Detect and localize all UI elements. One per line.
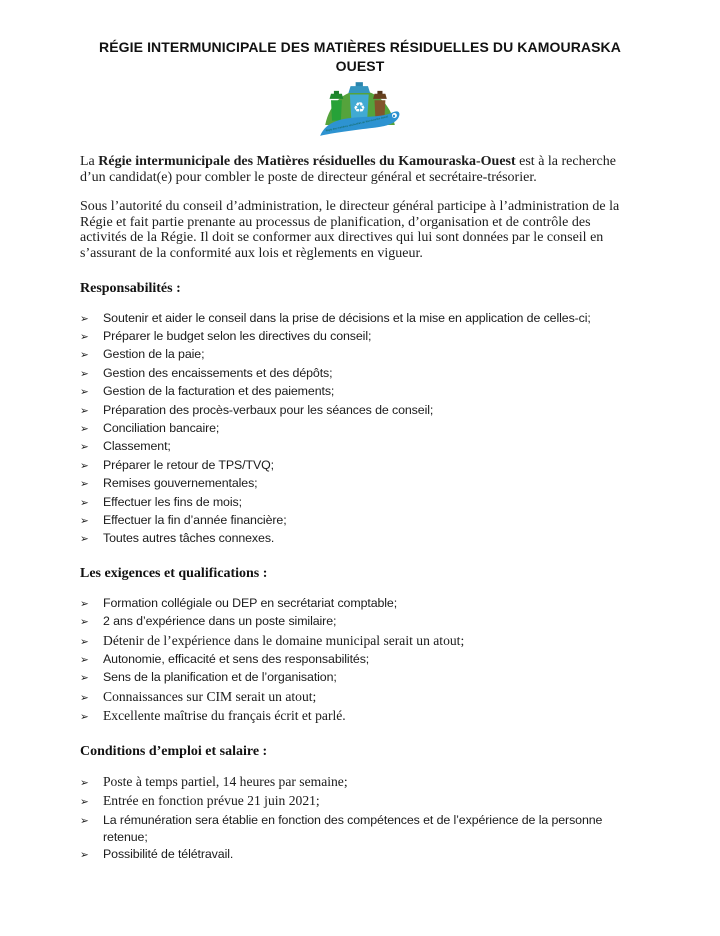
list-item-text: Conciliation bancaire;	[103, 421, 220, 435]
arrow-bullet-icon: ➢	[80, 796, 89, 809]
list-item-text: 2 ans d’expérience dans un poste similaire;	[103, 614, 337, 629]
intro-text-suffix: est à la recherche d’un candidat(e) pour combler le poste de directeur général et secrétaire-trésorier.	[80, 154, 616, 185]
arrow-bullet-icon: ➢	[80, 496, 89, 509]
intro-text-prefix: La	[80, 154, 99, 169]
arrow-bullet-icon: ➢	[80, 459, 89, 472]
list-item-text: Gestion de la paie;	[103, 347, 205, 362]
list-item	[80, 383, 640, 401]
list-item	[80, 512, 640, 530]
list-item	[80, 402, 640, 420]
organization-logo	[80, 80, 640, 138]
list-item	[80, 494, 640, 512]
list-item	[80, 613, 640, 631]
list-item	[80, 328, 640, 346]
list-item-text: Soutenir et aider le conseil dans la prise de décisions et la mise en application de celles-ci;	[103, 310, 591, 325]
list-item-text: Préparer le budget selon les directives du conseil;	[103, 328, 372, 343]
list-item	[80, 669, 640, 687]
list-item	[80, 707, 640, 726]
list-item	[80, 688, 640, 707]
bullet-list	[80, 310, 640, 549]
arrow-bullet-icon: ➢	[80, 635, 89, 648]
list-item-text: Poste à temps partiel, 14 heures par semaine;	[103, 773, 348, 789]
list-item-text: Effectuer la fin d’année financière;	[103, 513, 287, 528]
role-description-paragraph: Sous l’autorité du conseil d’administration, le directeur général participe à l’administration de la Régie et fait partie prenante au processus de planification, d’organisation et de contrôle des activités de la Régie. Il doit se conformer aux directives qui lui sont données par le conseil en s’assurant de la conformité aux lois et règlements en vigueur.	[80, 199, 620, 261]
arrow-bullet-icon: ➢	[80, 654, 89, 667]
arrow-bullet-icon: ➢	[80, 691, 89, 704]
list-item-text: Connaissances sur CIM serait un atout;	[103, 688, 317, 704]
arrow-bullet-icon: ➢	[80, 849, 89, 862]
list-item	[80, 773, 640, 792]
arrow-bullet-icon: ➢	[80, 515, 89, 528]
document-section	[80, 281, 640, 549]
list-item-text: Toutes autres tâches connexes.	[103, 531, 275, 546]
list-item-text: Sens de la planification et de l’organisation;	[103, 670, 337, 685]
list-item-text: Préparer le retour de TPS/TVQ;	[103, 457, 275, 472]
list-item	[80, 457, 640, 475]
arrow-bullet-icon: ➢	[80, 814, 89, 827]
list-item	[80, 595, 640, 613]
title-line-1: RÉGIE INTERMUNICIPALE DES MATIÈRES RÉSIDUELLES DU KAMOURASKA	[99, 39, 621, 55]
title-line-2: OUEST	[335, 58, 385, 74]
list-item	[80, 530, 640, 548]
recycling-bins-logo	[316, 80, 404, 138]
arrow-bullet-icon: ➢	[80, 386, 89, 399]
logo-caption-text: Régie des matières résiduelles du Kamouraska-Ouest	[325, 115, 389, 133]
list-item-text: Possibilité de télétravail.	[103, 847, 234, 862]
section-heading: Responsabilités :	[80, 280, 181, 296]
arrow-bullet-icon: ➢	[80, 776, 89, 789]
list-item-text: Préparation des procès-verbaux pour les séances de conseil;	[103, 402, 434, 417]
arrow-bullet-icon: ➢	[80, 312, 89, 325]
list-item-text: Excellente maîtrise du français écrit et parlé.	[103, 708, 346, 724]
bullet-list	[80, 595, 640, 727]
list-item	[80, 792, 640, 811]
arrow-bullet-icon: ➢	[80, 533, 89, 546]
list-item	[80, 420, 640, 438]
arrow-bullet-icon: ➢	[80, 711, 89, 724]
list-item-text: Remises gouvernementales;	[103, 476, 258, 491]
sections-container	[80, 281, 640, 865]
arrow-bullet-icon: ➢	[80, 330, 89, 343]
recycle-symbol-icon: ♻	[353, 99, 366, 116]
section-heading: Conditions d’emploi et salaire :	[80, 743, 268, 759]
list-item	[80, 812, 640, 847]
document-section	[80, 566, 640, 727]
arrow-bullet-icon: ➢	[80, 616, 89, 629]
list-item-text: Autonomie, efficacité et sens des responsabilités;	[103, 652, 370, 667]
recycle-bin-icon	[348, 82, 370, 121]
list-item-text: Entrée en fonction prévue 21 juin 2021;	[103, 793, 320, 809]
list-item	[80, 632, 640, 651]
list-item-text: La rémunération sera établie en fonction des compétences et de l’expérience de la personne retenue;	[103, 812, 603, 844]
bullet-list	[80, 773, 640, 865]
arrow-bullet-icon: ➢	[80, 672, 89, 685]
arrow-bullet-icon: ➢	[80, 441, 89, 454]
list-item-text: Formation collégiale ou DEP en secrétariat comptable;	[103, 595, 398, 610]
list-item	[80, 438, 640, 456]
list-item	[80, 475, 640, 493]
list-item	[80, 310, 640, 328]
arrow-bullet-icon: ➢	[80, 423, 89, 435]
list-item-text: Gestion de la facturation et des paiements;	[103, 384, 335, 399]
list-item	[80, 846, 640, 864]
intro-paragraph	[80, 154, 640, 185]
arrow-bullet-icon: ➢	[80, 349, 89, 362]
list-item	[80, 365, 640, 383]
document-section	[80, 744, 640, 865]
list-item-text: Détenir de l’expérience dans le domaine municipal serait un atout;	[103, 632, 465, 648]
section-heading: Les exigences et qualifications :	[80, 565, 268, 581]
arrow-bullet-icon: ➢	[80, 367, 89, 380]
arrow-bullet-icon: ➢	[80, 597, 89, 610]
arrow-bullet-icon: ➢	[80, 478, 89, 491]
document-title	[80, 38, 640, 76]
organization-name-bold: Régie intermunicipale des Matières résiduelles du Kamouraska-Ouest	[98, 154, 516, 169]
list-item-text: Gestion des encaissements et des dépôts;	[103, 365, 333, 380]
list-item	[80, 651, 640, 669]
arrow-bullet-icon: ➢	[80, 404, 89, 417]
list-item	[80, 346, 640, 364]
list-item-text: Classement;	[103, 439, 171, 454]
list-item-text: Effectuer les fins de mois;	[103, 494, 242, 509]
